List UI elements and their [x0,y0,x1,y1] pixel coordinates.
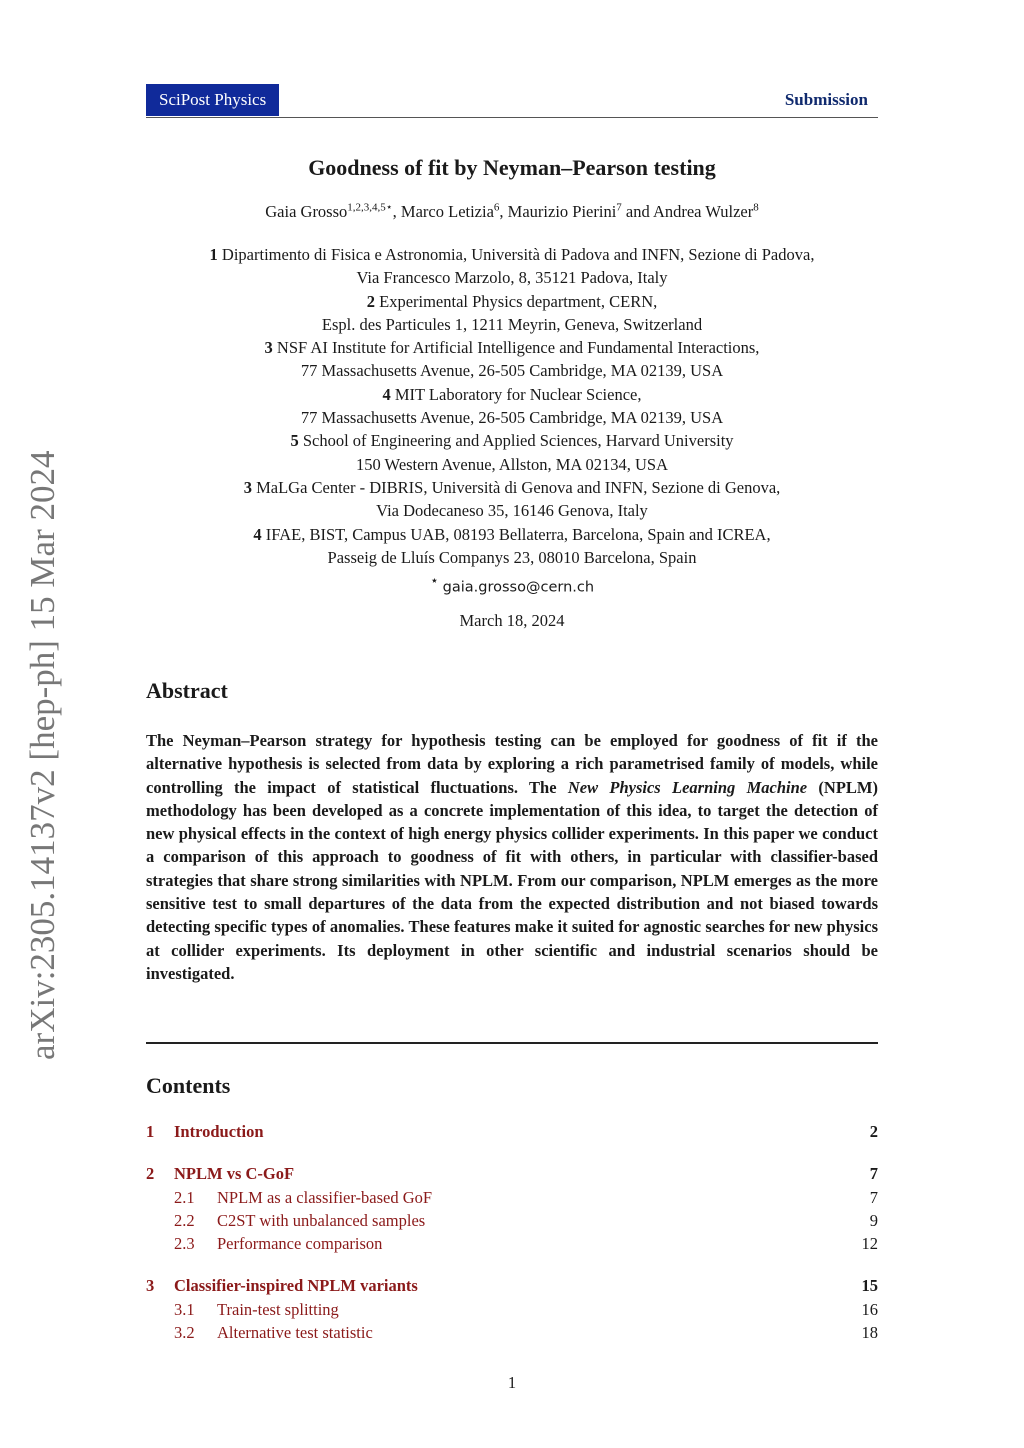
toc-number: 2.3 [174,1234,195,1254]
toc-number: 2.2 [174,1210,195,1230]
toc-page[interactable]: 9 [869,1210,878,1230]
abstract-body [146,729,878,985]
affiliation-text: Via Francesco Marzolo, 8, 35121 Padova, Italy [356,268,668,288]
affiliation-line [146,266,878,289]
author-2 [401,202,508,221]
toc-entry-2[interactable] [146,1162,878,1185]
affiliation-number: 5 [290,431,299,451]
toc-number: 3.2 [174,1323,195,1343]
toc-title[interactable]: C2ST with unbalanced samples [217,1210,426,1230]
toc-entry-2-1[interactable] [146,1186,878,1209]
affiliation-text: NSF AI Institute for Artificial Intelligence and Fundamental Interactions, [276,338,760,358]
author-separator: and [621,201,653,221]
toc-page[interactable]: 12 [861,1234,878,1254]
author-1 [265,202,401,221]
affiliation-text: Dipartimento di Fisica e Astronomia, Università di Padova and INFN, Sezione di Padova, [221,245,815,264]
toc-entry-2-2[interactable] [146,1209,878,1232]
affiliation-number: 2 [366,291,375,311]
toc-title[interactable]: Classifier-inspired NPLM variants [174,1276,418,1296]
toc-page[interactable]: 7 [869,1164,878,1184]
author-affil-marks: 8 [753,201,759,213]
affiliation-text: IFAE, BIST, Campus UAB, 08193 Bellaterra, Barcelona, Spain and ICREA, [265,524,771,544]
submission-label: Submission [784,90,868,109]
table-of-contents [146,1120,878,1344]
section-divider [146,1042,878,1044]
abstract-heading: Abstract [146,678,228,703]
affiliation-number: 4 [253,524,262,544]
author-separator: , [499,201,508,221]
affiliation-line [146,243,878,266]
email-address: gaia.grosso@cern.ch [442,579,595,596]
author-affil-marks: 6 [493,201,500,213]
abstract-italic-term: New Physics Learning Machine [567,777,808,797]
author-affil-marks: 1,2,3,4,5⋆ [347,201,393,213]
toc-entry-2-3[interactable] [146,1232,878,1255]
toc-entry-3-1[interactable] [146,1298,878,1321]
toc-number: 3.1 [174,1299,195,1319]
affiliation-text: MaLGa Center - DIBRIS, Università di Genova and INFN, Sezione di Genova, [256,477,781,497]
affiliation-text: Experimental Physics department, CERN, [379,291,658,311]
affiliation-text: 150 Western Avenue, Allston, MA 02134, USA [355,454,669,474]
affiliation-text: MIT Laboratory for Nuclear Science, [394,384,642,404]
affiliation-number: 3 [264,338,273,358]
star-mark: ⋆ [429,573,439,589]
affiliation-line [146,383,878,406]
affiliation-text: Passeig de Lluís Companys 23, 08010 Barcelona, Spain [327,547,697,567]
toc-number: 3 [146,1276,155,1296]
abstract-text-1: The Neyman–Pearson strategy for hypothesis testing can be employed for goodness of fit if the alternative hypothesis is selected from data by exploring a rich parametrised family of models, while controlling the impact of statistical fluctuations. The [146,731,878,797]
affiliation-text: Via Dodecaneso 35, 16146 Genova, Italy [376,501,648,521]
affiliation-line [146,406,878,429]
author-list [146,200,878,222]
toc-page[interactable]: 7 [869,1187,878,1207]
affiliation-line [146,290,878,313]
author-separator: , [392,201,401,221]
author-name: Marco Letizia [400,201,494,221]
contents-heading: Contents [146,1073,231,1098]
affiliation-line [146,429,878,452]
arxiv-stamp: arXiv:2305.14137v2 [hep-ph] 15 Mar 2024 [23,450,62,1060]
affiliation-text: 77 Massachusetts Avenue, 26-505 Cambridge, MA 02139, USA [300,361,724,381]
affiliation-text: School of Engineering and Applied Sciences, Harvard University [302,431,734,451]
affiliation-line [146,336,878,359]
affiliation-number: 1 [209,245,218,264]
toc-number: 2 [146,1164,155,1184]
author-3 [508,202,653,221]
affiliation-line [146,476,878,499]
author-name: Andrea Wulzer [652,201,754,221]
toc-title[interactable]: NPLM as a classifier-based GoF [217,1187,433,1207]
abstract-text-2: (NPLM) methodology has been developed as a concrete implementation of this idea, to target the detection of new physical effects in the context of high energy physics collider experiments. In this paper we conduct a comparison of this approach to goodness of fit with others, in particular with classifier-based strategies that share strong similarities with NPLM. From our comparison, NPLM emerges as the more sensitive test to small departures of the data from the expected distribution and not biased towards detecting specific types of anomalies. These features make it suited for agnostic searches for new physics at collider experiments. Its deployment in other scientific and industrial scenarios should be investigated. [146,777,878,983]
toc-entry-3[interactable] [146,1274,878,1297]
toc-page[interactable]: 15 [861,1276,878,1296]
author-name: Maurizio Pierini [507,201,617,221]
journal-header [146,84,878,118]
toc-title[interactable]: Performance comparison [217,1234,383,1254]
affiliation-line [146,499,878,522]
affiliation-line [146,313,878,336]
affiliation-number: 4 [382,384,391,404]
paper-title: Goodness of fit by Neyman–Pearson testing [308,155,716,180]
affiliation-text: Espl. des Particules 1, 1211 Meyrin, Geneva, Switzerland [321,314,703,334]
publication-date: March 18, 2024 [459,611,565,630]
affiliation-line [146,546,878,569]
toc-number: 2.1 [174,1187,195,1207]
toc-title[interactable]: Alternative test statistic [217,1323,373,1343]
toc-page[interactable]: 18 [861,1323,878,1343]
affiliation-line [146,523,878,546]
affiliation-text: 77 Massachusetts Avenue, 26-505 Cambridge, MA 02139, USA [300,408,724,428]
toc-entry-3-2[interactable] [146,1321,878,1344]
toc-entry-1[interactable] [146,1120,878,1143]
toc-title[interactable]: Train-test splitting [217,1299,339,1319]
toc-page[interactable]: 16 [861,1299,878,1319]
page-number: 1 [507,1373,517,1392]
journal-name: SciPost Physics [146,84,279,116]
affiliation-line [146,359,878,382]
author-affil-marks: 7 [616,201,622,213]
toc-title[interactable]: NPLM vs C-GoF [174,1164,295,1184]
affiliations [146,243,878,600]
corresponding-email [146,569,878,600]
affiliation-line [146,453,878,476]
toc-number: 1 [146,1122,155,1141]
author-name: Gaia Grosso [265,201,348,221]
toc-title[interactable]: Introduction [174,1122,264,1141]
affiliation-number: 3 [243,477,252,497]
author-4 [653,202,759,221]
toc-page[interactable]: 2 [869,1122,878,1141]
